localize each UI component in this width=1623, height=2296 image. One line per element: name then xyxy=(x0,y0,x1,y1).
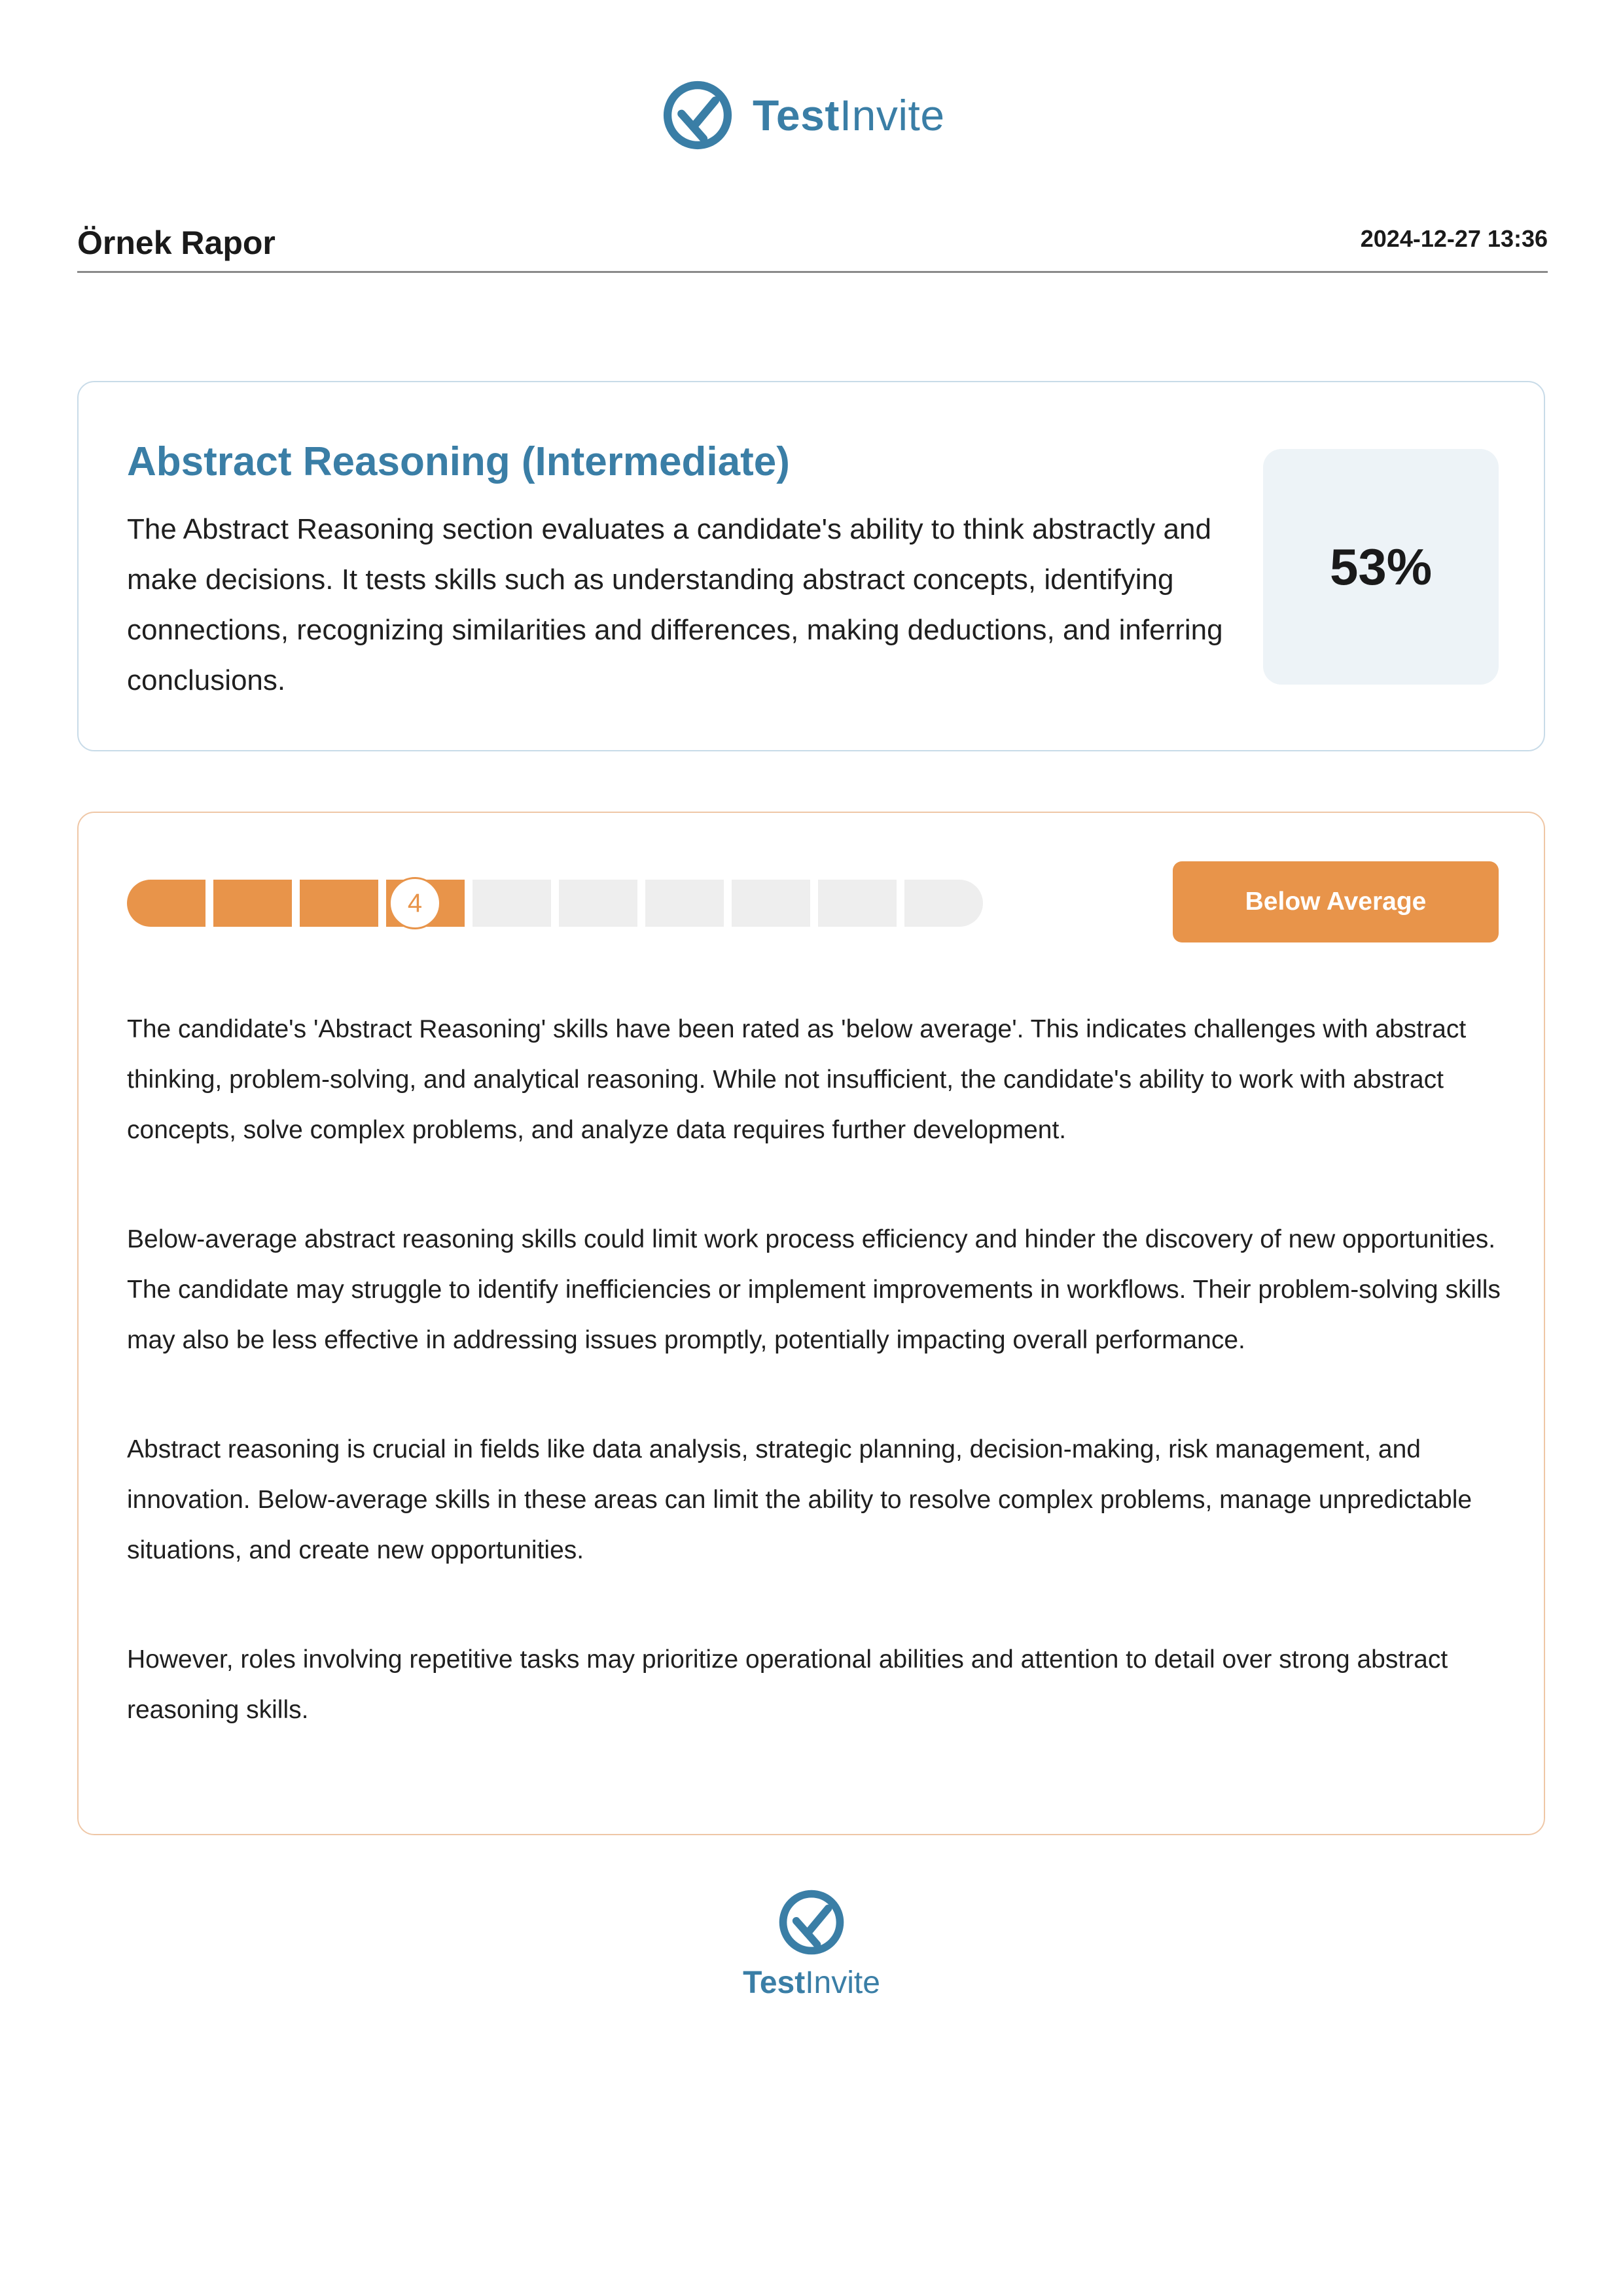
result-card xyxy=(77,812,1545,1835)
rating-badge: Below Average xyxy=(1173,861,1499,942)
section-description: The Abstract Reasoning section evaluates a candidate's ability to think abstractly and make decisions. It tests skills such as understanding abstract concepts, identifying connections, recognizing similarities and differences, making deductions, and inferring conclusions. xyxy=(127,513,1223,696)
section-title: Abstract Reasoning (Intermediate) xyxy=(127,439,790,484)
report-title: Örnek Rapor xyxy=(77,224,276,261)
level-segment xyxy=(213,880,292,927)
testinvite-logo-icon xyxy=(777,1888,846,1957)
level-segment xyxy=(904,880,983,927)
header-logo xyxy=(661,76,945,154)
level-segment xyxy=(732,880,810,927)
score-value: 53% xyxy=(1329,537,1433,596)
section-summary-card xyxy=(77,381,1545,751)
footer-logo xyxy=(720,1888,903,2001)
level-segment xyxy=(127,880,205,927)
analysis-text xyxy=(127,1004,1501,1794)
analysis-paragraph: The candidate's 'Abstract Reasoning' skills have been rated as 'below average'. This indicates challenges with abstract thinking, problem-solving, and analytical reasoning. While not insufficient, the candidate's ability to work with abstract concepts, solve complex problems, and analyze data requires further development. xyxy=(127,1015,1467,1144)
logo-wordmark: TestInvite xyxy=(743,1965,880,2000)
level-segment xyxy=(473,880,551,927)
level-progress-bar xyxy=(127,880,996,927)
analysis-paragraph: Below-average abstract reasoning skills could limit work process efficiency and hinder the discovery of new opportunities. The candidate may struggle to identify inefficiencies or implement improvements in workflows. Their problem-solving skills may also be less effective in addressing issues promptly, potentially impacting overall performance. xyxy=(127,1225,1501,1354)
level-segment xyxy=(300,880,378,927)
score-box xyxy=(1263,449,1499,685)
testinvite-logo-icon xyxy=(661,79,734,152)
level-marker: 4 xyxy=(389,877,441,929)
analysis-paragraph: Abstract reasoning is crucial in fields like data analysis, strategic planning, decision-making, risk management, and innovation. Below-average skills in these areas can limit the ability to resolve complex problems, manage unpredictable situations, and create new opportunities. xyxy=(127,1435,1472,1564)
level-segment xyxy=(818,880,897,927)
logo-wordmark: TestInvite xyxy=(753,91,945,139)
level-segment xyxy=(559,880,637,927)
level-segment xyxy=(645,880,724,927)
report-header xyxy=(77,216,1548,273)
analysis-paragraph: However, roles involving repetitive tasks may prioritize operational abilities and attention to detail over strong abstract reasoning skills. xyxy=(127,1645,1448,1724)
report-date: 2024-12-27 13:36 xyxy=(1360,225,1548,252)
